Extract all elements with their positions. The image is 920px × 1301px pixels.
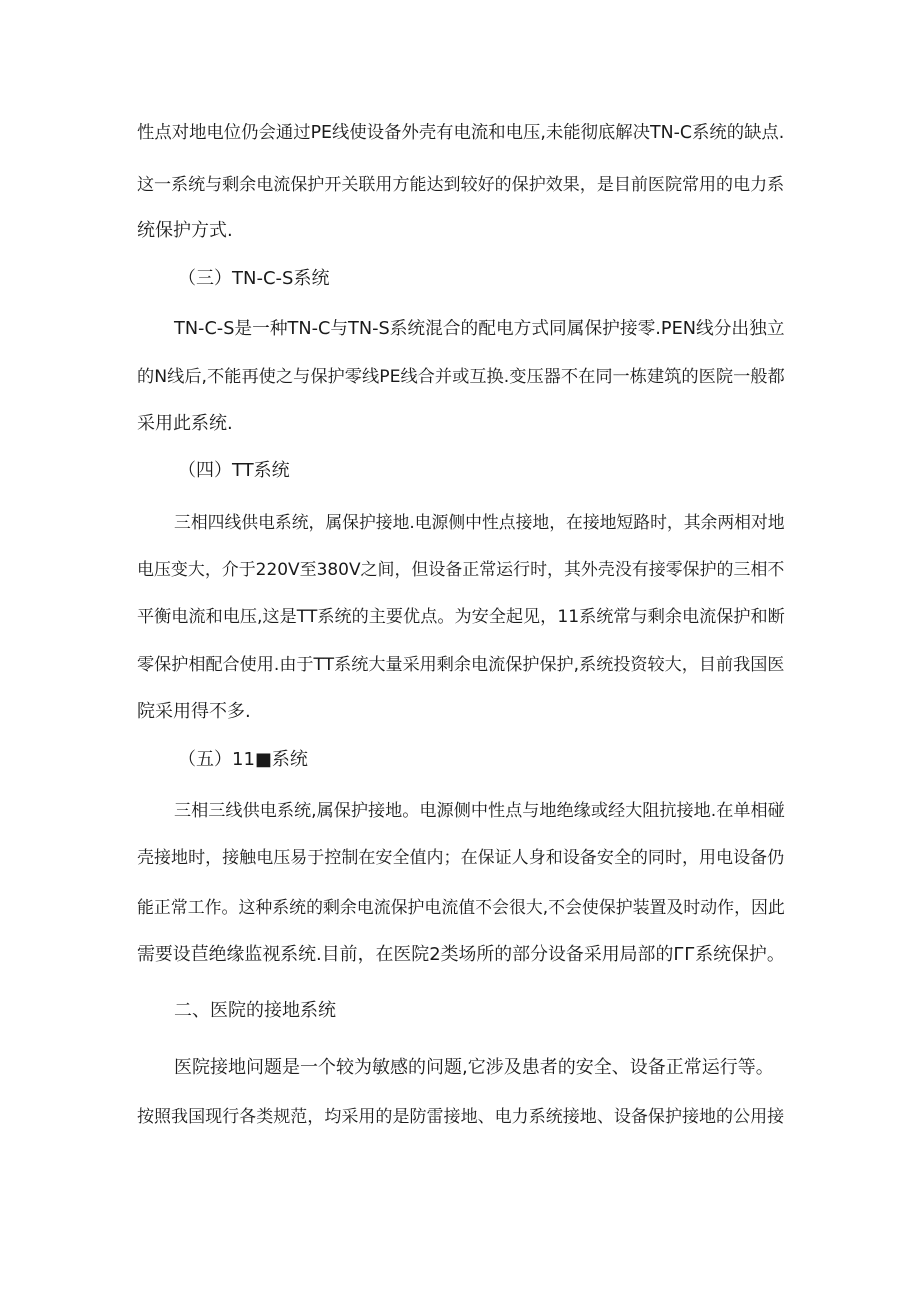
text-line: 按照我国现行各类规范，均采用的是防雷接地、电力系统接地、设备保护接地的公用接 <box>137 1107 785 1127</box>
text-line: 这一系统与剩余电流保护开关联用方能达到较好的保护效果，是目前医院常用的电力系 <box>137 175 785 195</box>
text-line: 电压变大，介于220V至380V之间，但设备正常运行时，其外壳没有接零保护的三相不 <box>137 559 785 579</box>
text-line: 的N线后,不能再使之与保护零线PE线合并或互换.变压器不在同一栋建筑的医院一般都 <box>137 367 785 387</box>
text-line: 需要设苣绝缘监视系统.目前，在医院2类场所的部分设备采用局部的ГГ系统保护。 <box>137 944 785 965</box>
section-heading: 二、医院的接地系统 <box>174 1000 336 1021</box>
section-heading: （四）TT系统 <box>178 460 290 481</box>
text-line: 性点对地电位仍会通过PE线使设备外壳有电流和电压,未能彻底解决TN-C系统的缺点. <box>137 123 785 143</box>
text-line: 平衡电流和电压,这是TT系统的主要优点。为安全起见，11系统常与剩余电流保护和断 <box>137 607 785 627</box>
text-line: 统保护方式. <box>137 220 233 241</box>
text-line: 采用此系统. <box>137 413 233 434</box>
text-line: 能正常工作。这种系统的剩余电流保护电流值不会很大,不会使保护装置及时动作，因此 <box>137 897 785 917</box>
text-line: TN-C-S是一种TN-C与TN-S系统混合的配电方式同属保护接零.PEN线分出独立 <box>174 319 785 339</box>
text-line: 三相三线供电系统,属保护接地。电源侧中性点与地绝缘或经大阻抗接地.在单相碰 <box>174 801 785 821</box>
text-line: 三相四线供电系统，属保护接地.电源侧中性点接地，在接地短路时，其余两相对地 <box>174 512 785 532</box>
text-line: 院采用得不多. <box>137 701 251 722</box>
section-heading: （五）11■系统 <box>178 749 308 770</box>
text-line: 壳接地时，接触电压易于控制在安全值内；在保证人身和设备安全的同时，用电设备仍 <box>137 848 785 868</box>
text-line: 医院接地问题是一个较为敏感的问题,它涉及患者的安全、设备正常运行等。 <box>174 1057 774 1078</box>
text-line: 零保护相配合使用.由于TT系统大量采用剩余电流保护保护,系统投资较大，目前我国医 <box>137 655 785 675</box>
section-heading: （三）TN-C-S系统 <box>178 268 330 289</box>
